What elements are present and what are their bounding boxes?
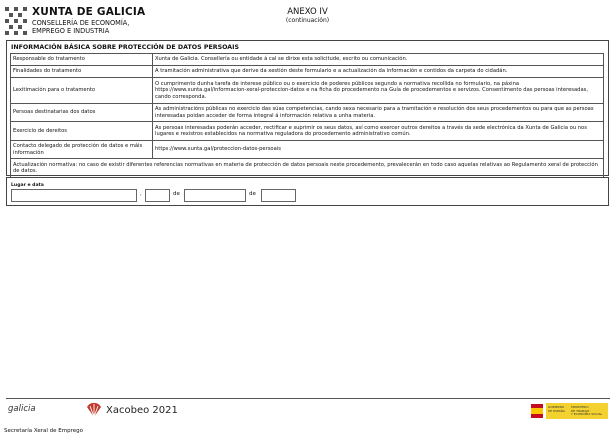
signature-section	[6, 177, 609, 206]
de-label-1: de	[173, 191, 180, 197]
secretaria-label: Secretaría Xeral de Emprego	[4, 428, 83, 434]
gobierno-text: GOBIERNO DE ESPAÑA	[548, 405, 565, 413]
logo-subtitle-line2: EMPREGO E INDUSTRIA	[32, 26, 110, 35]
row-value: O cumprimento dunha tarefa de interese público ou o exercicio de poderes públicos segundo a normativa recollida no formulario, na páxina https://www.xunta.gal/informacion-xeral-proteccion-datos e na ficha do procedemento na Guía de procedementos e servizos. Consentimento das persoas interesadas, cando corresponda.	[153, 78, 604, 104]
row-label: Persoas destinatarias dos datos	[11, 104, 153, 122]
comma-separator: ,	[140, 191, 142, 197]
table-row	[11, 78, 604, 104]
row-label: Contacto delegado de protección de datos e máis información	[11, 141, 153, 159]
data-protection-section	[6, 40, 609, 176]
table-row	[11, 54, 604, 66]
row-label: Responsable do tratamento	[11, 54, 153, 66]
galicia-logo: galicia	[8, 404, 36, 414]
de-label-2: de	[249, 191, 256, 197]
data-protection-table	[10, 53, 604, 178]
table-row	[11, 122, 604, 141]
table-row	[11, 159, 604, 178]
year-field[interactable]	[261, 189, 296, 202]
day-field[interactable]	[145, 189, 170, 202]
logo-title: XUNTA DE GALICIA	[32, 6, 146, 18]
table-row	[11, 66, 604, 78]
row-value: Xunta de Galicia. Consellería ou entidade á cal se dirixe esta solicitude, escrito ou comunicación.	[153, 54, 604, 66]
table-row	[11, 104, 604, 122]
ministerio-text: MINISTERIO DE TRABAJO Y ECONOMÍA SOCIAL	[571, 405, 603, 416]
place-date-label: Lugar e data	[11, 183, 44, 188]
row-value: https://www.xunta.gal/proteccion-datos-persoais	[153, 141, 604, 159]
footer-divider	[6, 398, 610, 399]
row-value: A tramitación administrativa que derive da xestión deste formulario e a actualización da información e contidos da carpeta do cidadán.	[153, 66, 604, 78]
month-field[interactable]	[184, 189, 246, 202]
place-field[interactable]	[11, 189, 137, 202]
annex-subtitle: (continuación)	[285, 17, 330, 24]
row-label: Exercicio de dereitos	[11, 122, 153, 141]
logo-subtitle-line1: CONSELLERÍA DE ECONOMÍA,	[32, 19, 130, 27]
data-protection-title: INFORMACIÓN BÁSICA SOBRE PROTECCIÓN DE DATOS PERSOAIS	[11, 44, 240, 51]
table-row	[11, 141, 604, 159]
update-note: Actualización normativa: no caso de existir diferentes referencias normativas en materia de protección de datos persoais neste procedemento, prevalecerán en todo caso aquelas relativas ao Regulamento xeral de protección de datos.	[11, 159, 604, 178]
xacobeo-logo: Xacobeo 2021	[106, 405, 178, 416]
annex-title: ANEXO IV	[287, 7, 328, 17]
row-value: As persoas interesadas poderán acceder, rectificar e suprimir os seus datos, así como exercer outros dereitos a través da sede electrónica da Xunta de Galicia ou nos lugares e rexistros establecidos na normativa reguladora do procedemento administrativo común.	[153, 122, 604, 141]
row-label: Lexitimación para o tratamento	[11, 78, 153, 104]
row-value: As administracións públicas no exercicio das súas competencias, cando sexa necesario para a tramitación e resolución dos seus procedementos ou para que as persoas interesadas poidan acceder de forma integral á información relativa a unha materia.	[153, 104, 604, 122]
spain-coat-of-arms-icon	[531, 404, 543, 418]
row-label: Finalidades do tratamento	[11, 66, 153, 78]
gobierno-espana-logo	[531, 403, 609, 419]
xacobeo-scallop-icon	[85, 401, 103, 419]
